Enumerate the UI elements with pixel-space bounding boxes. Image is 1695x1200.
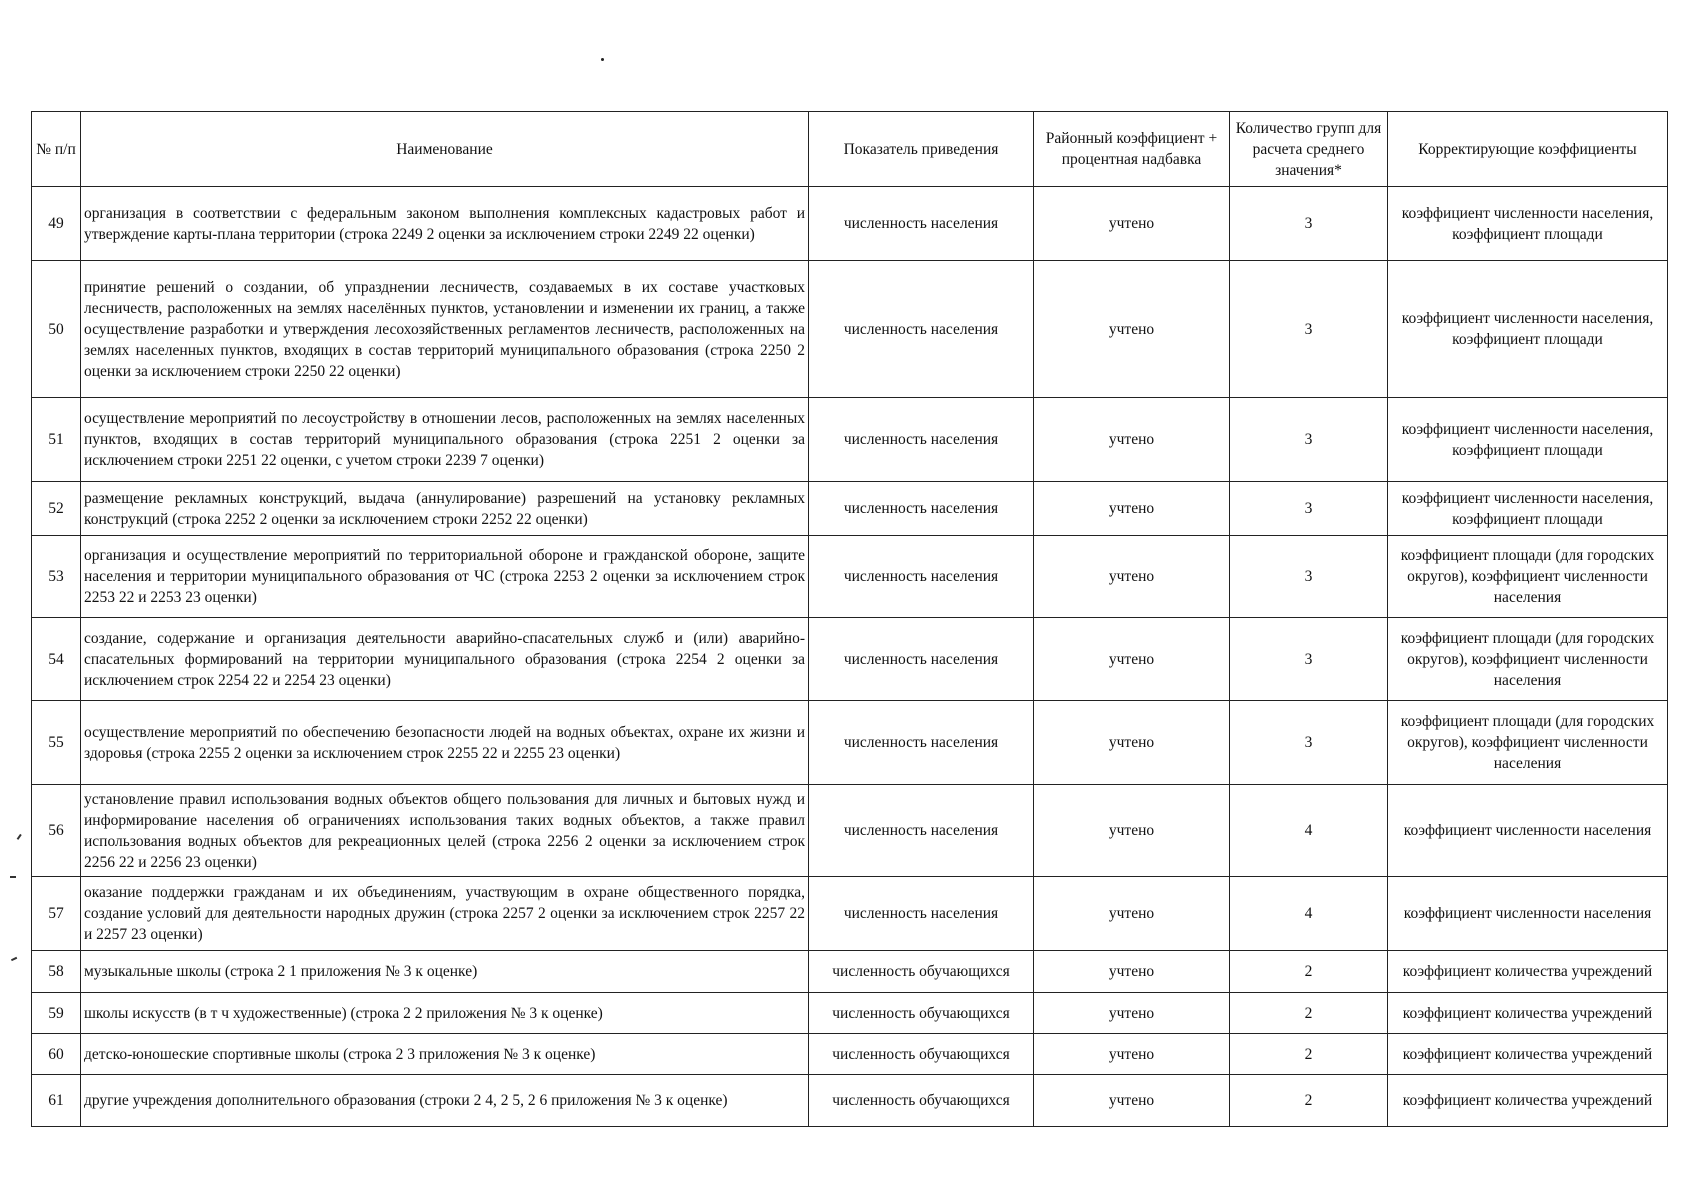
row-groups: 3 [1230, 261, 1388, 398]
row-num: 56 [32, 785, 81, 877]
row-name: создание, содержание и организация деятельности аварийно-спасательных служб и (или) аварийно-спасательных формирований на территории муниципального образования (строка 2254 2 оценки за исключением строк 2254 22 и 2254 23 оценки) [81, 618, 809, 701]
row-indicator: численность населения [809, 398, 1034, 482]
row-groups: 3 [1230, 536, 1388, 618]
row-indicator: численность населения [809, 261, 1034, 398]
row-correction: коэффициент численности населения, коэффициент площади [1388, 187, 1668, 261]
table-row [32, 951, 1668, 993]
row-name: организация и осуществление мероприятий по территориальной обороне и гражданской обороне, защите населения и территории муниципального образования от ЧС (строка 2253 2 оценки за исключением строк 2253 22 и 2253 23 оценки) [81, 536, 809, 618]
row-groups: 4 [1230, 785, 1388, 877]
row-num: 55 [32, 701, 81, 785]
row-num: 60 [32, 1034, 81, 1075]
row-groups: 3 [1230, 482, 1388, 536]
row-num: 51 [32, 398, 81, 482]
row-groups: 2 [1230, 1034, 1388, 1075]
row-name: организация в соответствии с федеральным законом выполнения комплексных кадастровых работ и утверждение карты-плана территории (строка 2249 2 оценки за исключением строки 2249 22 оценки) [81, 187, 809, 261]
row-correction: коэффициент площади (для городских округов), коэффициент численности населения [1388, 618, 1668, 701]
row-correction: коэффициент площади (для городских округов), коэффициент численности населения [1388, 701, 1668, 785]
table-row [32, 261, 1668, 398]
row-correction: коэффициент количества учреждений [1388, 1034, 1668, 1075]
row-groups: 3 [1230, 187, 1388, 261]
row-indicator: численность населения [809, 618, 1034, 701]
row-groups: 2 [1230, 951, 1388, 993]
row-name: другие учреждения дополнительного образования (строки 2 4, 2 5, 2 6 приложения № 3 к оценке) [81, 1075, 809, 1127]
row-groups: 3 [1230, 618, 1388, 701]
row-groups: 2 [1230, 993, 1388, 1034]
header-num: № п/п [32, 112, 81, 187]
table-row [32, 398, 1668, 482]
row-name: принятие решений о создании, об упразднении лесничеств, создаваемых в их составе участковых лесничеств, расположенных на землях населённых пунктов, установлении и изменении их границ, а также осуществление разработки и утверждения лесохозяйственных регламентов лесничеств, расположенных на землях населенных пунктов, входящих в состав территорий муниципального образования (строка 2250 2 оценки за исключением строки 2250 22 оценки) [81, 261, 809, 398]
row-name: детско-юношеские спортивные школы (строка 2 3 приложения № 3 к оценке) [81, 1034, 809, 1075]
table-row [32, 536, 1668, 618]
row-coef: учтено [1034, 482, 1230, 536]
header-name: Наименование [81, 112, 809, 187]
row-coef: учтено [1034, 536, 1230, 618]
row-correction: коэффициент количества учреждений [1388, 951, 1668, 993]
row-indicator: численность населения [809, 187, 1034, 261]
row-coef: учтено [1034, 187, 1230, 261]
row-num: 53 [32, 536, 81, 618]
scan-mark [17, 834, 22, 840]
row-groups: 3 [1230, 701, 1388, 785]
row-coef: учтено [1034, 398, 1230, 482]
row-num: 59 [32, 993, 81, 1034]
row-correction: коэффициент численности населения, коэффициент площади [1388, 261, 1668, 398]
row-coef: учтено [1034, 261, 1230, 398]
row-num: 49 [32, 187, 81, 261]
header-indicator: Показатель приведения [809, 112, 1034, 187]
row-num: 61 [32, 1075, 81, 1127]
scan-dot [601, 58, 604, 61]
table-row [32, 482, 1668, 536]
table-row [32, 618, 1668, 701]
table-row [32, 993, 1668, 1034]
row-correction: коэффициент численности населения, коэффициент площади [1388, 482, 1668, 536]
row-coef: учтено [1034, 701, 1230, 785]
row-coef: учтено [1034, 1034, 1230, 1075]
row-coef: учтено [1034, 1075, 1230, 1127]
row-indicator: численность населения [809, 877, 1034, 951]
header-correction: Корректирующие коэффициенты [1388, 112, 1668, 187]
row-name: оказание поддержки гражданам и их объединениям, участвующим в охране общественного порядка, создание условий для деятельности народных дружин (строка 2257 2 оценки за исключением строк 2257 22 и 2257 23 оценки) [81, 877, 809, 951]
header-coef: Районный коэффициент + процентная надбавка [1034, 112, 1230, 187]
row-correction: коэффициент численности населения, коэффициент площади [1388, 398, 1668, 482]
table-row [32, 877, 1668, 951]
row-name: осуществление мероприятий по лесоустройству в отношении лесов, расположенных на землях населенных пунктов, входящих в состав территорий муниципального образования (строка 2251 2 оценки за исключением строки 2251 22 оценки, с учетом строки 2239 7 оценки) [81, 398, 809, 482]
row-coef: учтено [1034, 618, 1230, 701]
row-correction: коэффициент площади (для городских округов), коэффициент численности населения [1388, 536, 1668, 618]
row-indicator: численность населения [809, 785, 1034, 877]
row-groups: 4 [1230, 877, 1388, 951]
row-num: 54 [32, 618, 81, 701]
row-indicator: численность обучающихся [809, 1075, 1034, 1127]
row-indicator: численность населения [809, 482, 1034, 536]
scan-mark [11, 957, 17, 961]
row-name: музыкальные школы (строка 2 1 приложения № 3 к оценке) [81, 951, 809, 993]
row-coef: учтено [1034, 951, 1230, 993]
row-num: 58 [32, 951, 81, 993]
table-header-row [32, 112, 1668, 187]
row-num: 50 [32, 261, 81, 398]
row-groups: 2 [1230, 1075, 1388, 1127]
row-name: размещение рекламных конструкций, выдача (аннулирование) разрешений на установку рекламных конструкций (строка 2252 2 оценки за исключением строки 2252 22 оценки) [81, 482, 809, 536]
row-name: осуществление мероприятий по обеспечению безопасности людей на водных объектах, охране их жизни и здоровья (строка 2255 2 оценки за исключением строк 2255 22 и 2255 23 оценки) [81, 701, 809, 785]
header-groups: Количество групп для расчета среднего значения* [1230, 112, 1388, 187]
row-groups: 3 [1230, 398, 1388, 482]
table-row [32, 785, 1668, 877]
row-indicator: численность населения [809, 536, 1034, 618]
row-num: 57 [32, 877, 81, 951]
row-coef: учтено [1034, 993, 1230, 1034]
row-indicator: численность обучающихся [809, 951, 1034, 993]
row-correction: коэффициент численности населения [1388, 785, 1668, 877]
row-correction: коэффициент численности населения [1388, 877, 1668, 951]
row-correction: коэффициент количества учреждений [1388, 1075, 1668, 1127]
table-row [32, 187, 1668, 261]
row-num: 52 [32, 482, 81, 536]
row-coef: учтено [1034, 877, 1230, 951]
coefficients-table [31, 111, 1668, 1127]
row-indicator: численность обучающихся [809, 993, 1034, 1034]
row-indicator: численность обучающихся [809, 1034, 1034, 1075]
table-row [32, 1034, 1668, 1075]
table-row [32, 1075, 1668, 1127]
row-coef: учтено [1034, 785, 1230, 877]
row-name: установление правил использования водных объектов общего пользования для личных и бытовых нужд и информирование населения об ограничениях использования таких водных объектов, а также правил использования водных объектов для рекреационных целей (строка 2256 2 оценки за исключением строк 2256 22 и 2256 23 оценки) [81, 785, 809, 877]
row-indicator: численность населения [809, 701, 1034, 785]
table-row [32, 701, 1668, 785]
row-name: школы искусств (в т ч художественные) (строка 2 2 приложения № 3 к оценке) [81, 993, 809, 1034]
scan-mark [10, 876, 16, 878]
row-correction: коэффициент количества учреждений [1388, 993, 1668, 1034]
